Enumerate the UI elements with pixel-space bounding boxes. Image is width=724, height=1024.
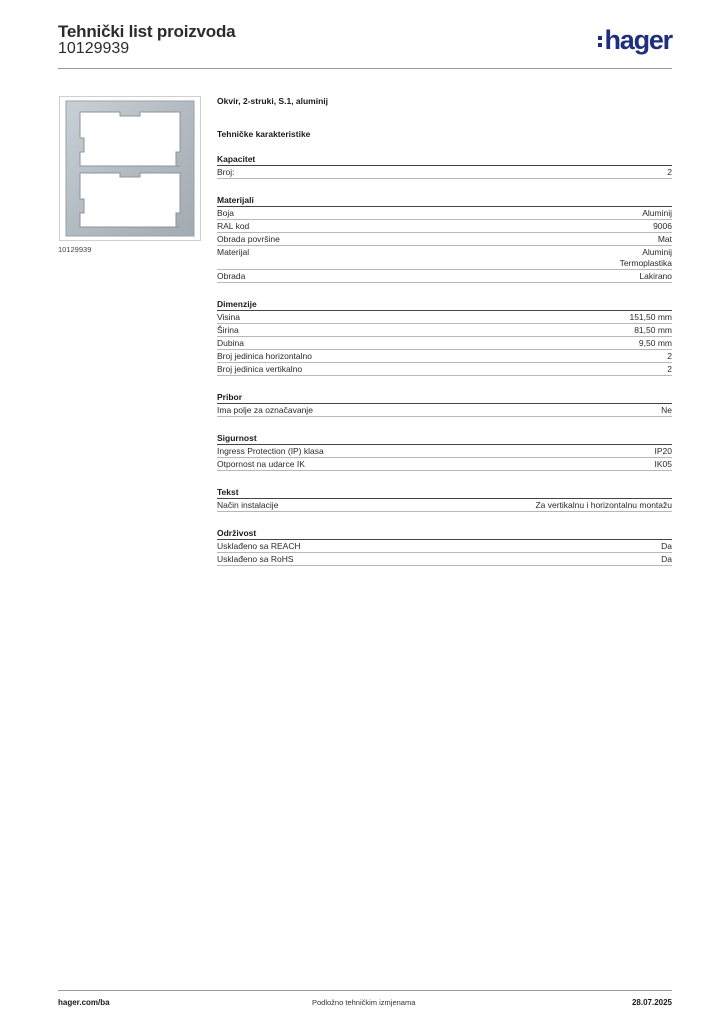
spec-value: IK05 [654, 459, 672, 469]
section-kapacitet [217, 153, 672, 179]
product-name: Okvir, 2-struki, S.1, aluminij [217, 96, 329, 106]
section-materijali [217, 194, 672, 283]
spec-value: Da [661, 541, 672, 551]
spec-key: Otpornost na udarce IK [217, 459, 305, 469]
spec-key: Boja [217, 208, 235, 218]
spec-row [217, 246, 672, 270]
document-title: Tehnički list proizvoda [58, 22, 236, 41]
spec-key: Obrada površine [217, 234, 280, 244]
spec-row [217, 363, 672, 376]
spec-row [217, 337, 672, 350]
spec-content [217, 96, 672, 566]
hager-logo [598, 27, 672, 53]
section-title: Dimenzije [217, 298, 672, 311]
footer-date: 28.07.2025 [631, 998, 672, 1007]
spec-value: Mat [657, 234, 672, 244]
page-header [58, 22, 672, 70]
section-title: Pribor [217, 391, 672, 404]
spec-row [217, 324, 672, 337]
spec-value: 9,50 mm [638, 338, 672, 348]
spec-key: Broj: [217, 167, 235, 177]
spec-key: Visina [217, 312, 240, 322]
spec-value: IP20 [654, 446, 672, 456]
spec-key: Dubina [217, 338, 244, 348]
spec-row [217, 350, 672, 363]
spec-value: Ne [661, 405, 672, 415]
spec-key: Ingress Protection (IP) klasa [217, 446, 324, 456]
spec-key: RAL kod [217, 221, 250, 231]
spec-key: Broj jedinica horizontalno [217, 351, 312, 361]
spec-key: Način instalacije [217, 500, 279, 510]
spec-row [217, 499, 672, 512]
spec-value [620, 247, 672, 269]
spec-row [217, 220, 672, 233]
spec-row [217, 445, 672, 458]
footer-note: Podložno tehničkim izmjenama [312, 998, 416, 1007]
spec-value: 151,50 mm [629, 312, 672, 322]
section-title: Materijali [217, 194, 672, 207]
spec-value: 2 [667, 364, 672, 374]
product-number: 10129939 [58, 40, 130, 57]
spec-value: 9006 [653, 221, 672, 231]
footer-website: hager.com/ba [58, 998, 110, 1007]
spec-row [217, 404, 672, 417]
section-title: Sigurnost [217, 432, 672, 445]
spec-key: Usklađeno sa RoHS [217, 554, 294, 564]
logo-wordmark: hager [604, 25, 672, 55]
spec-row [217, 270, 672, 283]
section-pribor [217, 391, 672, 417]
section-sigurnost [217, 432, 672, 471]
spec-row [217, 166, 672, 179]
spec-value: Aluminij [642, 208, 672, 218]
spec-row [217, 207, 672, 220]
spec-value-line: Aluminij [642, 247, 672, 257]
logo-dots-icon [598, 36, 602, 47]
spec-value: 81,50 mm [634, 325, 672, 335]
spec-value: 2 [667, 167, 672, 177]
spec-key: Usklađeno sa REACH [217, 541, 301, 551]
section-title: Kapacitet [217, 153, 672, 166]
spec-key: Obrada [217, 271, 246, 281]
spec-row [217, 553, 672, 566]
spec-value: Za vertikalnu i horizontalnu montažu [535, 500, 672, 510]
spec-key: Materijal [217, 247, 250, 257]
spec-row [217, 311, 672, 324]
spec-key: Broj jedinica vertikalno [217, 364, 303, 374]
spec-value: Da [661, 554, 672, 564]
spec-heading: Tehničke karakteristike [217, 129, 311, 139]
spec-key: Širina [217, 325, 239, 335]
section-odrzivost [217, 527, 672, 566]
section-tekst [217, 486, 672, 512]
spec-row [217, 540, 672, 553]
spec-key: Ima polje za označavanje [217, 405, 313, 415]
header-divider [58, 68, 672, 69]
spec-row [217, 233, 672, 246]
image-caption: 10129939 [58, 245, 92, 254]
product-image [59, 96, 201, 241]
spec-row [217, 458, 672, 471]
section-dimenzije [217, 298, 672, 376]
spec-value: Lakirano [639, 271, 672, 281]
double-frame-icon [60, 97, 200, 240]
footer-divider [58, 990, 672, 991]
spec-value-line: Termoplastika [619, 258, 672, 268]
section-title: Tekst [217, 486, 672, 499]
section-title: Održivost [217, 527, 672, 540]
spec-value: 2 [667, 351, 672, 361]
